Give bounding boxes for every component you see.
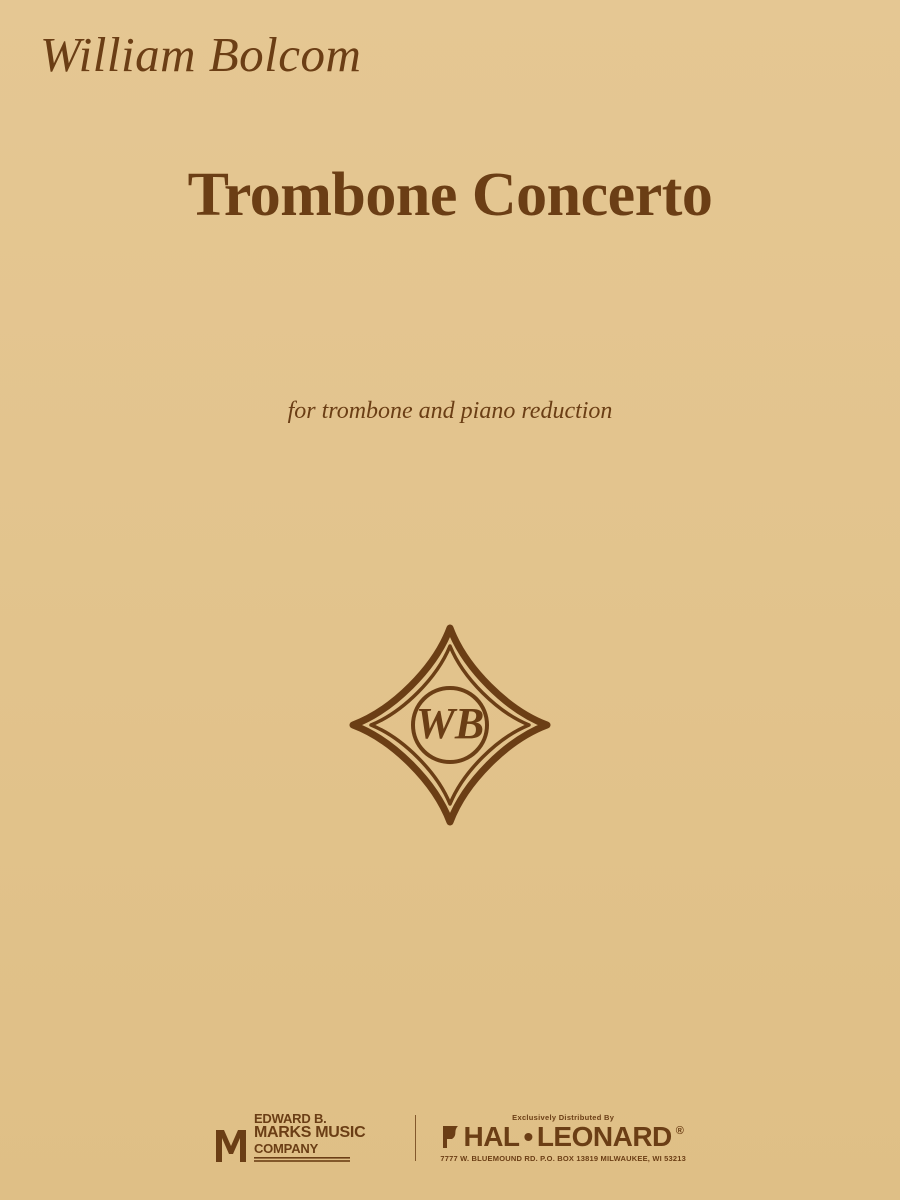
distributor-name-part2: LEONARD xyxy=(536,1121,672,1153)
distributor-name-part1: HAL xyxy=(463,1121,520,1153)
monogram-initials: WB xyxy=(415,699,485,748)
footer-divider xyxy=(415,1115,416,1161)
composer-monogram-emblem xyxy=(345,620,555,830)
publisher-line-3: COMPANY xyxy=(253,1140,319,1156)
publisher-logo-block xyxy=(214,1112,391,1164)
distributor-address: 7777 W. BLUEMOUND RD. P.O. BOX 13819 MILWAUKEE, WI 53213 xyxy=(440,1154,687,1164)
page-title: Trombone Concerto xyxy=(187,161,713,229)
exclusively-distributed-label: Exclusively Distributed By xyxy=(512,1113,615,1123)
publisher-line-1: EDWARD B. xyxy=(253,1111,327,1127)
hal-leonard-flag-icon xyxy=(442,1125,459,1149)
publisher-rules-decoration xyxy=(254,1157,350,1164)
publisher-line-2: MARKS MUSIC xyxy=(253,1124,366,1142)
registered-trademark-mark: ® xyxy=(675,1125,684,1138)
marks-m-icon xyxy=(214,1124,248,1164)
footer xyxy=(0,1112,900,1164)
instrumentation-subtitle: for trombone and piano reduction xyxy=(287,398,613,424)
distributor-name-separator: • xyxy=(523,1121,533,1153)
composer-name: William Bolcom xyxy=(40,27,362,82)
distributor-logo-block xyxy=(440,1113,686,1163)
